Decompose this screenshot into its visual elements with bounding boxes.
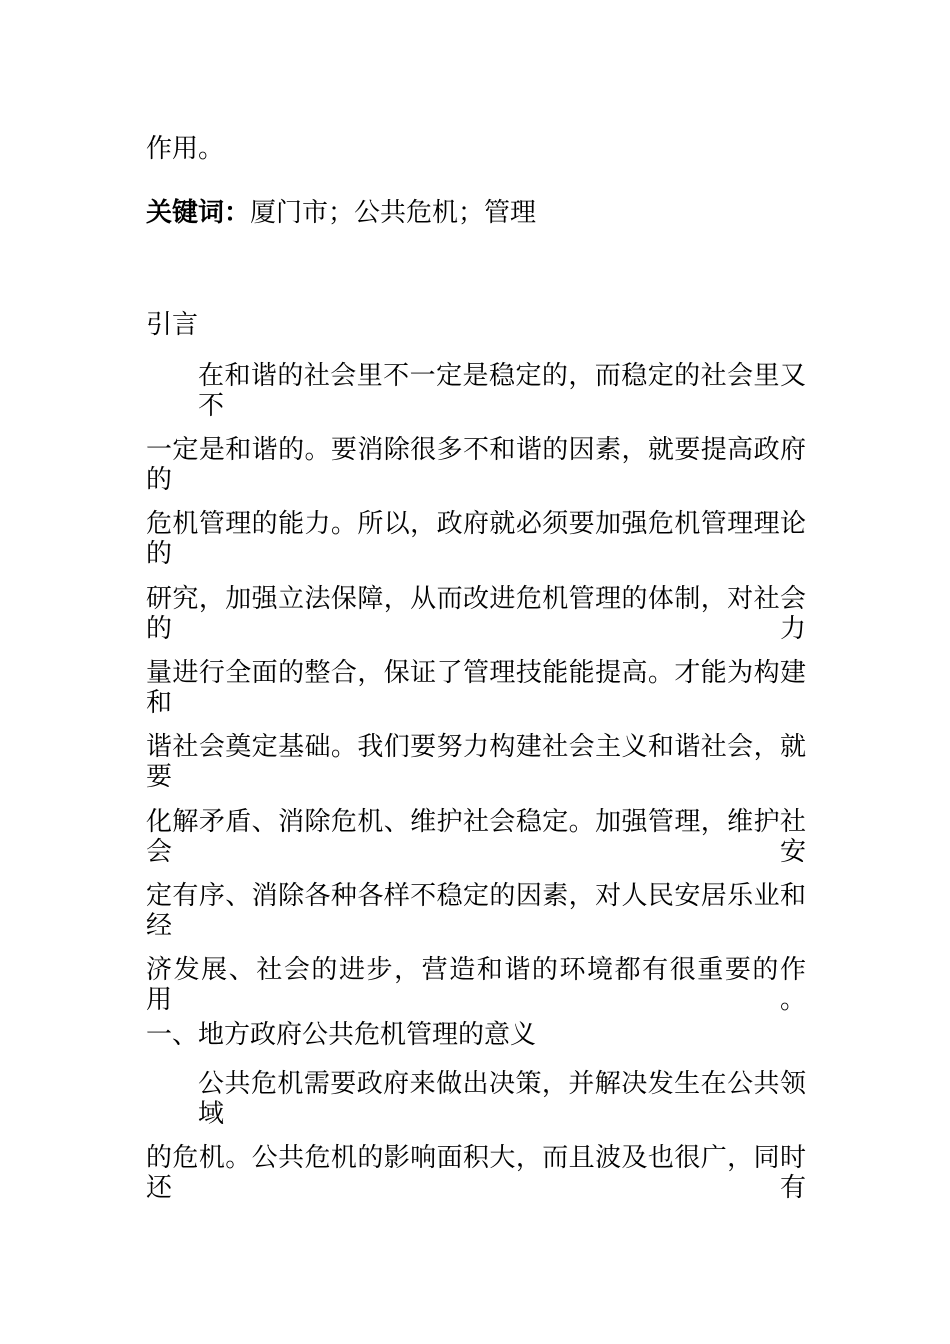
abstract-tail: 作用。 — [146, 134, 225, 164]
section-1-line: 公共危机需要政府来做出决策，并解决发生在公共领域 — [198, 1069, 806, 1129]
intro-line: 一定是和谐的。要消除很多不和谐的因素，就要提高政府的 — [146, 435, 806, 495]
intro-heading: 引言 — [146, 310, 199, 340]
intro-line: 在和谐的社会里不一定是稳定的，而稳定的社会里又不 — [198, 361, 806, 421]
intro-line: 济发展、社会的进步，营造和谐的环境都有很重要的作用。 — [146, 955, 806, 1015]
keywords-line — [146, 198, 816, 228]
intro-line: 定有序、消除各种各样不稳定的因素，对人民安居乐业和经 — [146, 881, 806, 941]
keywords-text: 厦门市；公共危机；管理 — [250, 198, 537, 228]
intro-line: 危机管理的能力。所以，政府就必须要加强危机管理理论的 — [146, 509, 806, 569]
intro-line: 谐社会奠定基础。我们要努力构建社会主义和谐社会，就要 — [146, 732, 806, 792]
intro-line: 化解矛盾、消除危机、维护社会稳定。加强管理，维护社会安 — [146, 807, 806, 867]
intro-line: 研究，加强立法保障，从而改进危机管理的体制，对社会的力 — [146, 584, 806, 644]
intro-line: 量进行全面的整合，保证了管理技能能提高。才能为构建和 — [146, 658, 806, 718]
section-1-heading: 一、地方政府公共危机管理的意义 — [146, 1020, 537, 1050]
section-1-line: 的危机。公共危机的影响面积大，而且波及也很广，同时还有 — [146, 1143, 806, 1203]
keywords-label: 关键词： — [146, 198, 251, 228]
